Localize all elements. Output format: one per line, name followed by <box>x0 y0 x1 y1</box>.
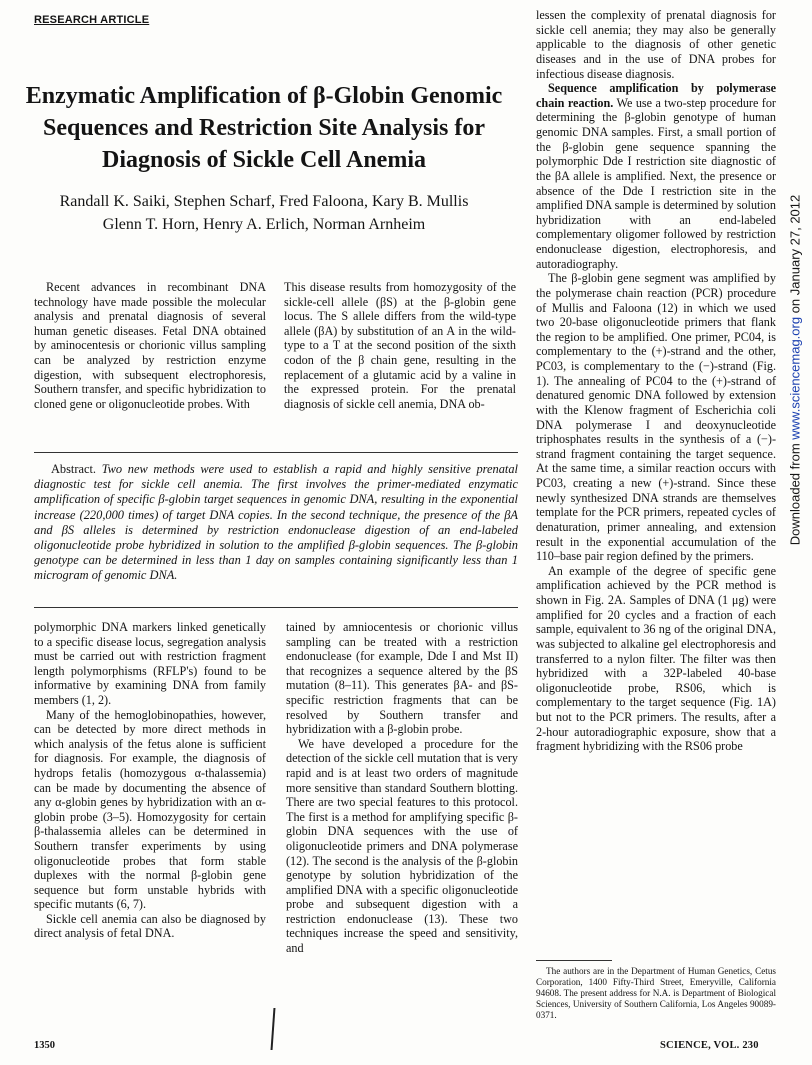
body-paragraph: We have developed a procedure for the detection of the sickle cell mutation that is very rapid and is at least two orders of magnitude more sensitive than standard Southern blotting. There are two special features to this protocol. The first is a method for amplifying specific β-globin DNA sequences with the use of oligonucleotide primers and DNA polymerase (12). The second is the analysis of the β-globin genotype by solution hybridization of the amplified DNA with a specific oligonucleotide probe and subsequent digestion with a restriction endonuclease (13). These two techniques increase the speed and sensitivity, and <box>286 736 518 956</box>
footnote-text: The authors are in the Department of Human Genetics, Cetus Corporation, 1400 Fifty-Third Street, Emeryville, California 94608. The present address for N.A. is Department of Biological Sciences, University of Southern California, Los Angeles 90089-0371. <box>536 966 776 1020</box>
body-column-right <box>286 620 518 956</box>
section-heading: Sequence amplification by polymerase chain reaction. <box>536 81 776 110</box>
author-list <box>24 190 504 236</box>
article-title: Enzymatic Amplification of β-Globin Genomic Sequences and Restriction Site Analysis for Diagnosis of Sickle Cell Anemia <box>25 83 503 173</box>
intro-column-right <box>284 280 516 411</box>
abstract-bottom-rule <box>34 607 518 608</box>
body-paragraph: tained by amniocentesis or chorionic villus sampling can be treated with a restriction endonuclease (for example, Dde I and Mst II) that recognizes a sequence altered by the βS mutation (8–11). This generates βA- and βS-specific restriction fragments that can be resolved by Southern transfer and hybridization with a β-globin probe. <box>286 620 518 737</box>
footnote-rule <box>536 960 612 961</box>
abstract <box>34 462 518 584</box>
watermark-link[interactable]: www.sciencemag.org <box>787 316 803 440</box>
body-paragraph: polymorphic DNA markers linked genetically to a specific disease locus, segregation analysis must be carried out with restriction fragment length polymorphisms (RFLP's) found to be informative by examining DNA from family members (1, 2). <box>34 620 266 707</box>
download-watermark <box>788 195 803 545</box>
abstract-text: Two new methods were used to establish a rapid and highly sensitive prenatal diagnostic test for sickle cell anemia. The first involves the primer-mediated enzymatic amplification of specific β-globin target sequences in genomic DNA, resulting in the exponential increase (220,000 times) of target DNA copies. In the second technique, the presence of the βA and βS alleles is determined by restriction endonuclease digestion of an end-labeled oligonucleotide probe hybridized in solution to the amplified β-globin sequences. The β-globin genotype can be determined in less than 1 day on samples containing significantly less than 1 microgram of genomic DNA. <box>34 462 518 583</box>
watermark-prefix: Downloaded from <box>787 439 803 546</box>
body-column-left <box>34 620 266 941</box>
body-paragraph: An example of the degree of specific gene amplification achieved by the PCR method is shown in Fig. 2A. Samples of DNA (1 μg) were amplified for 20 cycles and a fraction of each sample, equivalent to 36 ng of the original DNA, was subjected to alkaline gel electrophoresis and transferred to a nylon filter. The filter was then hybridized with a 32P-labeled 40-base oligonucleotide probe, RS06, which is complementary to the target sequence (Fig. 1A) but not to the PCR primers. The results, after a 2-hour autoradiographic exposure, show that a fragment hybridizing with the RS06 probe <box>536 563 776 754</box>
page-number: 1350 <box>34 1040 55 1051</box>
abstract-top-rule <box>34 452 518 453</box>
intro-paragraph: Recent advances in recombinant DNA technology have made possible the molecular analysis and prenatal diagnosis of several human genetic diseases. Fetal DNA obtained by aminocentesis or chorionic villus sampling can be analyzed by restriction enzyme digestion, with subsequent electrophoresis, Southern transfer, and specific hybridization to cloned gene or oligonucleotide probes. With <box>34 280 266 411</box>
right-column <box>536 8 776 754</box>
body-paragraph: lessen the complexity of prenatal diagnosis for sickle cell anemia; they may also be generally applicable to the diagnosis of other genetic diseases and in the use of DNA probes for infectious disease diagnosis. <box>536 8 776 81</box>
abstract-label: Abstract. <box>50 462 97 476</box>
body-paragraph-with-heading <box>536 81 776 271</box>
body-paragraph: Many of the hemoglobinopathies, however, can be detected by more direct methods in which analysis of the fetus alone is sufficient for diagnosis. For example, the diagnosis of hydrops fetalis (homozygous α-thalassemia) can be made by documenting the absence of any α-globin genes by hybridization with an α-globin probe (3–5). Homozygosity for certain β-thalassemia alleles can be determined in Southern transfer experiments by using oligonucleotide probes that form stable duplexes with the normal β-globin gene sequence but form unstable hybrids with specific mutants (6, 7). <box>34 707 266 912</box>
journal-volume: SCIENCE, VOL. 230 <box>660 1040 759 1051</box>
author-affiliation-footnote <box>536 966 776 1021</box>
authors-line-2: Glenn T. Horn, Henry A. Erlich, Norman Arnheim <box>102 216 426 233</box>
section-text: We use a two-step procedure for determining the β-globin genotype of human genomic DNA samples. First, a small portion of the β-globin gene sequence spanning the polymorphic Dde I restriction site diagnostic of the βA allele is amplified. Next, the presence or absence of the Dde I restriction site in the amplified DNA sample is determined by solution hybridization with an end-labeled complementary oligomer followed by restriction endonuclease digestion, electrophoresis, and autoradiography. <box>536 95 776 271</box>
intro-paragraph-continued: This disease results from homozygosity of the sickle-cell allele (βS) at the β-globin gene locus. The S allele differs from the wild-type allele (βA) by substitution of an A in the wild-type to a T at the second position of the sixth codon of the β chain gene, resulting in the replacement of a glutamic acid by a valine in the expressed protein. For the prenatal diagnosis of sickle cell anemia, DNA ob- <box>284 280 516 411</box>
margin-mark <box>271 1008 276 1050</box>
authors-line-1: Randall K. Saiki, Stephen Scharf, Fred Faloona, Kary B. Mullis <box>59 193 469 210</box>
intro-column-left <box>34 280 266 411</box>
body-paragraph: The β-globin gene segment was amplified by the polymerase chain reaction (PCR) procedure of Mullis and Faloona (12) in which we used two 20-base oligonucleotide primers that flank the region to be amplified. One primer, PC04, is complementary to the (+)-strand and the other, PC03, is complementary to the (−)-strand (Fig. 1). The annealing of PC04 to the (+)-strand of denatured genomic DNA followed by extension with the Klenow fragment of Escherichia coli DNA polymerase I and deoxynucleotide triphosphates results in the synthesis of a (−)-strand fragment containing the target sequence. At the same time, a similar reaction occurs with PC03, creating a new (+)-strand. Since these newly synthesized DNA strands are themselves template for the PCR primers, repeated cycles of denaturation, primer annealing, and extension result in the exponential accumulation of the 110–base pair region defined by the primers. <box>536 271 776 564</box>
section-kicker: RESEARCH ARTICLE <box>34 14 150 26</box>
watermark-suffix: on January 27, 2012 <box>787 194 803 317</box>
body-paragraph: Sickle cell anemia can also be diagnosed by direct analysis of fetal DNA. <box>34 911 266 941</box>
